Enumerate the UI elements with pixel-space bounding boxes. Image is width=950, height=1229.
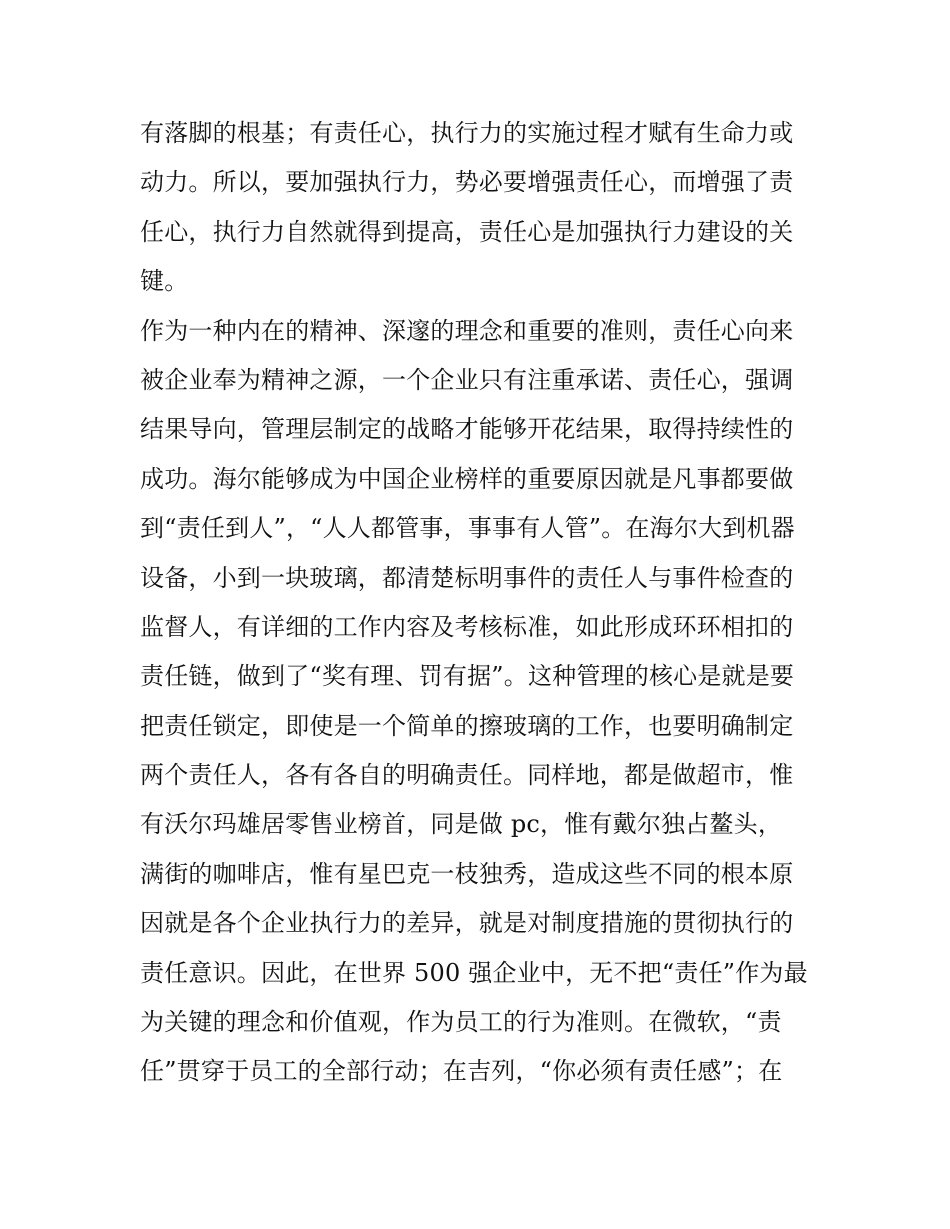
- text-line: 有落脚的根基；有责任心，执行力的实施过程才赋有生命力或: [140, 119, 794, 147]
- text-line: 任心，执行力自然就得到提高，责任心是加强执行力建设的关: [140, 217, 794, 246]
- text-line: 责任意识。因此，在世界 500 强企业中，无不把“责任”作为最: [140, 958, 808, 987]
- text-line: 成功。海尔能够成为中国企业榜样的重要原因就是凡事都要做: [140, 464, 794, 493]
- text-line: 键。: [140, 267, 189, 296]
- text-line: 结果导向，管理层制定的战略才能够开花结果，取得持续性的: [140, 415, 794, 444]
- text-line: 因就是各个企业执行力的差异，就是对制度措施的贯彻执行的: [140, 909, 794, 938]
- text-line: 任”贯穿于员工的全部行动；在吉列，“你必须有责任感”；在: [140, 1057, 783, 1086]
- text-line: 为关键的理念和价值观，作为员工的行为准则。在微软，“责: [140, 1008, 782, 1037]
- text-line: 动力。所以，要加强执行力，势必要增强责任心，而增强了责: [140, 168, 794, 197]
- text-line: 到“责任到人”，“人人都管事，事事有人管”。在海尔大到机器: [140, 514, 795, 543]
- text-line: 被企业奉为精神之源，一个企业只有注重承诺、责任心，强调: [140, 365, 794, 394]
- text-line: 两个责任人，各有各自的明确责任。同样地，都是做超市，惟: [140, 761, 794, 790]
- text-line: 有沃尔玛雄居零售业榜首，同是做 pc，惟有戴尔独占鳌头，: [140, 810, 783, 839]
- text-line: 责任链，做到了“奖有理、罚有据”。这种管理的核心是就是要: [140, 662, 795, 691]
- text-line: 把责任锁定，即使是一个简单的擦玻璃的工作，也要明确制定: [140, 711, 794, 740]
- text-line: 作为一种内在的精神、深邃的理念和重要的准则，责任心向来: [140, 316, 794, 345]
- body-text: [140, 109, 820, 1097]
- text-line: 满街的咖啡店，惟有星巴克一枝独秀，造成这些不同的根本原: [140, 859, 794, 888]
- text-line: 设备，小到一块玻璃，都清楚标明事件的责任人与事件检查的: [140, 563, 794, 592]
- text-line: 监督人，有详细的工作内容及考核标准，如此形成环环相扣的: [140, 612, 794, 641]
